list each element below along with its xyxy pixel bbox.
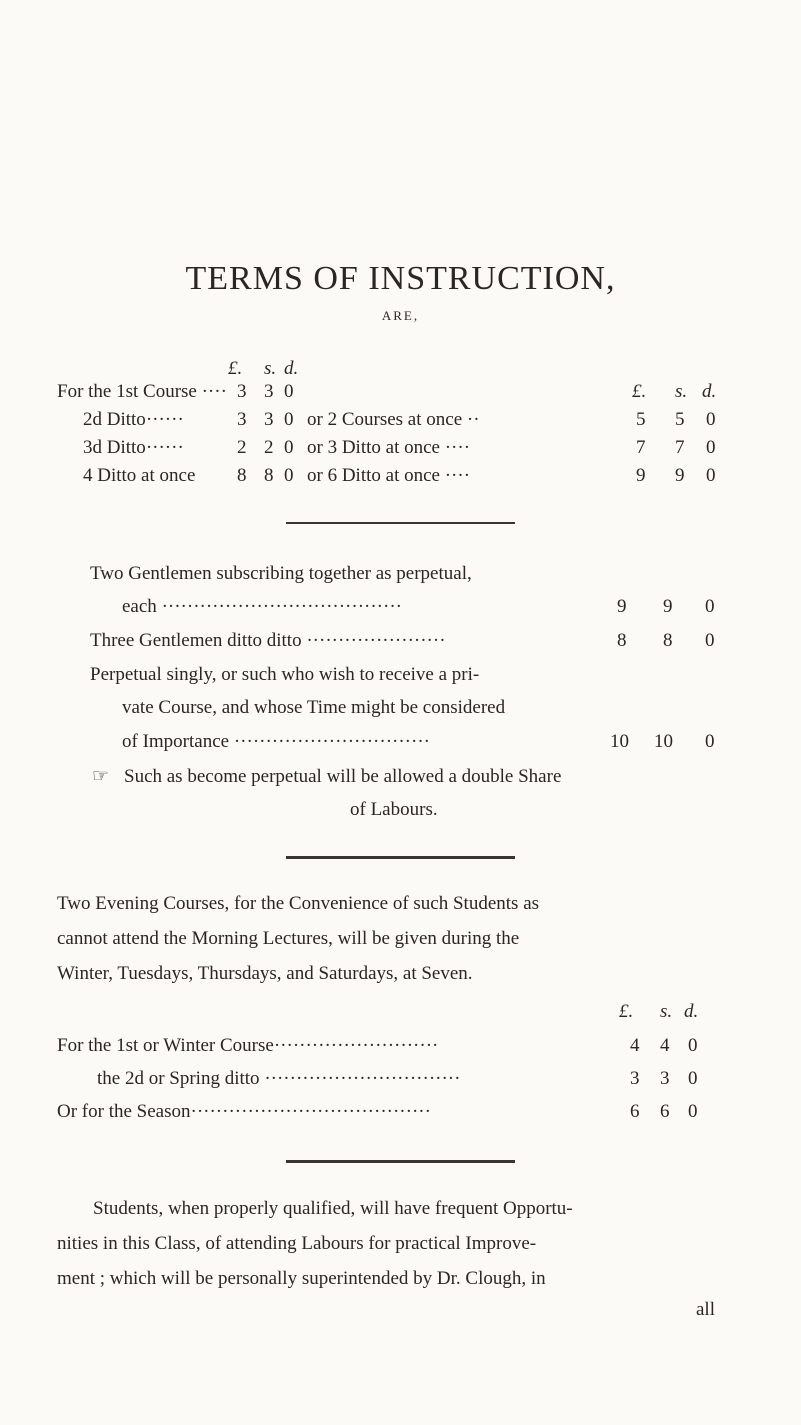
course-row-alt-pounds: 9 — [636, 465, 646, 486]
course-row-pence: 0 — [284, 409, 294, 430]
perpetual-line: Two Gentlemen subscribing together as perpetual, — [90, 563, 472, 584]
evening-row-label: the 2d or Spring ditto ······························· — [97, 1068, 461, 1089]
course-row-label: 4 Ditto at once — [83, 465, 196, 486]
perpetual-row-pence: 0 — [705, 596, 715, 617]
course-row-pence: 0 — [284, 381, 294, 402]
perpetual-row-shillings: 9 — [663, 596, 673, 617]
perpetual-row-pounds: 8 — [617, 630, 627, 651]
evening-pence-header: d. — [684, 1001, 699, 1022]
students-line: Students, when properly qualified, will have frequent Opportu- — [93, 1198, 573, 1219]
alt-pounds-header: £. — [632, 381, 647, 402]
alt-shillings-header: s. — [675, 381, 688, 402]
evening-row-label: For the 1st or Winter Course·························· — [57, 1035, 439, 1056]
perpetual-row-label: Three Gentlemen ditto ditto ······················ — [90, 630, 446, 651]
divider — [286, 1160, 515, 1163]
course-row-label: For the 1st Course ···· — [57, 381, 227, 402]
evening-row-shillings: 3 — [660, 1068, 670, 1089]
perpetual-line: Perpetual singly, or such who wish to receive a pri- — [90, 664, 480, 685]
course-row-shillings: 2 — [264, 437, 274, 458]
course-row-shillings: 8 — [264, 465, 274, 486]
page-subtitle: ARE, — [381, 308, 420, 323]
course-row-pence: 0 — [284, 437, 294, 458]
pence-header: d. — [284, 358, 299, 379]
course-row-label: 3d Ditto······ — [83, 437, 184, 458]
course-row-alt-shillings: 9 — [675, 465, 685, 486]
students-line: nities in this Class, of attending Labours for practical Improve- — [57, 1233, 537, 1254]
evening-row-pounds: 3 — [630, 1068, 640, 1089]
course-row-pounds: 3 — [237, 409, 247, 430]
evening-row-pence: 0 — [688, 1035, 698, 1056]
divider — [286, 856, 515, 859]
course-row-alt-label: or 2 Courses at once ·· — [307, 409, 480, 430]
course-row-alt-label: or 6 Ditto at once ···· — [307, 465, 471, 486]
course-row-pounds: 8 — [237, 465, 247, 486]
course-row-shillings: 3 — [264, 381, 274, 402]
evening-pounds-header: £. — [619, 1001, 634, 1022]
perpetual-row-pounds: 10 — [610, 731, 629, 752]
perpetual-row-label: of Importance ······························· — [122, 731, 430, 752]
course-row-alt-shillings: 5 — [675, 409, 685, 430]
course-row-alt-pounds: 7 — [636, 437, 646, 458]
evening-line: Winter, Tuesdays, Thursdays, and Saturdays, at Seven. — [57, 963, 473, 984]
evening-row-pounds: 4 — [630, 1035, 640, 1056]
course-row-alt-pence: 0 — [706, 409, 716, 430]
pounds-header: £. — [228, 358, 243, 379]
course-row-pounds: 2 — [237, 437, 247, 458]
course-row-pounds: 3 — [237, 381, 247, 402]
perpetual-line: vate Course, and whose Time might be considered — [122, 697, 506, 718]
students-line: ment ; which will be personally superintended by Dr. Clough, in — [57, 1268, 546, 1289]
evening-line: Two Evening Courses, for the Convenience of such Students as — [57, 893, 540, 914]
perpetual-note: Such as become perpetual will be allowed a double Share — [124, 766, 562, 787]
course-row-alt-pence: 0 — [706, 437, 716, 458]
perpetual-note: of Labours. — [350, 799, 438, 820]
course-row-pence: 0 — [284, 465, 294, 486]
perpetual-row-pence: 0 — [705, 731, 715, 752]
evening-row-pence: 0 — [688, 1101, 698, 1122]
course-row-alt-pence: 0 — [706, 465, 716, 486]
evening-shillings-header: s. — [660, 1001, 673, 1022]
evening-row-label: Or for the Season······································ — [57, 1101, 431, 1122]
evening-row-shillings: 6 — [660, 1101, 670, 1122]
alt-pence-header: d. — [702, 381, 717, 402]
perpetual-row-label: each ······································ — [122, 596, 402, 617]
shillings-header: s. — [264, 358, 277, 379]
course-row-alt-pounds: 5 — [636, 409, 646, 430]
evening-row-pounds: 6 — [630, 1101, 640, 1122]
evening-row-shillings: 4 — [660, 1035, 670, 1056]
course-row-shillings: 3 — [264, 409, 274, 430]
pointing-hand-icon: ☞ — [92, 766, 110, 787]
perpetual-row-pence: 0 — [705, 630, 715, 651]
course-row-label: 2d Ditto······ — [83, 409, 184, 430]
evening-line: cannot attend the Morning Lectures, will be given during the — [57, 928, 520, 949]
catchword: all — [696, 1299, 715, 1320]
page-title: TERMS OF INSTRUCTION, — [185, 260, 616, 297]
divider — [286, 522, 515, 524]
perpetual-row-shillings: 8 — [663, 630, 673, 651]
perpetual-row-pounds: 9 — [617, 596, 627, 617]
course-row-alt-shillings: 7 — [675, 437, 685, 458]
evening-row-pence: 0 — [688, 1068, 698, 1089]
perpetual-row-shillings: 10 — [654, 731, 673, 752]
course-row-alt-label: or 3 Ditto at once ···· — [307, 437, 471, 458]
